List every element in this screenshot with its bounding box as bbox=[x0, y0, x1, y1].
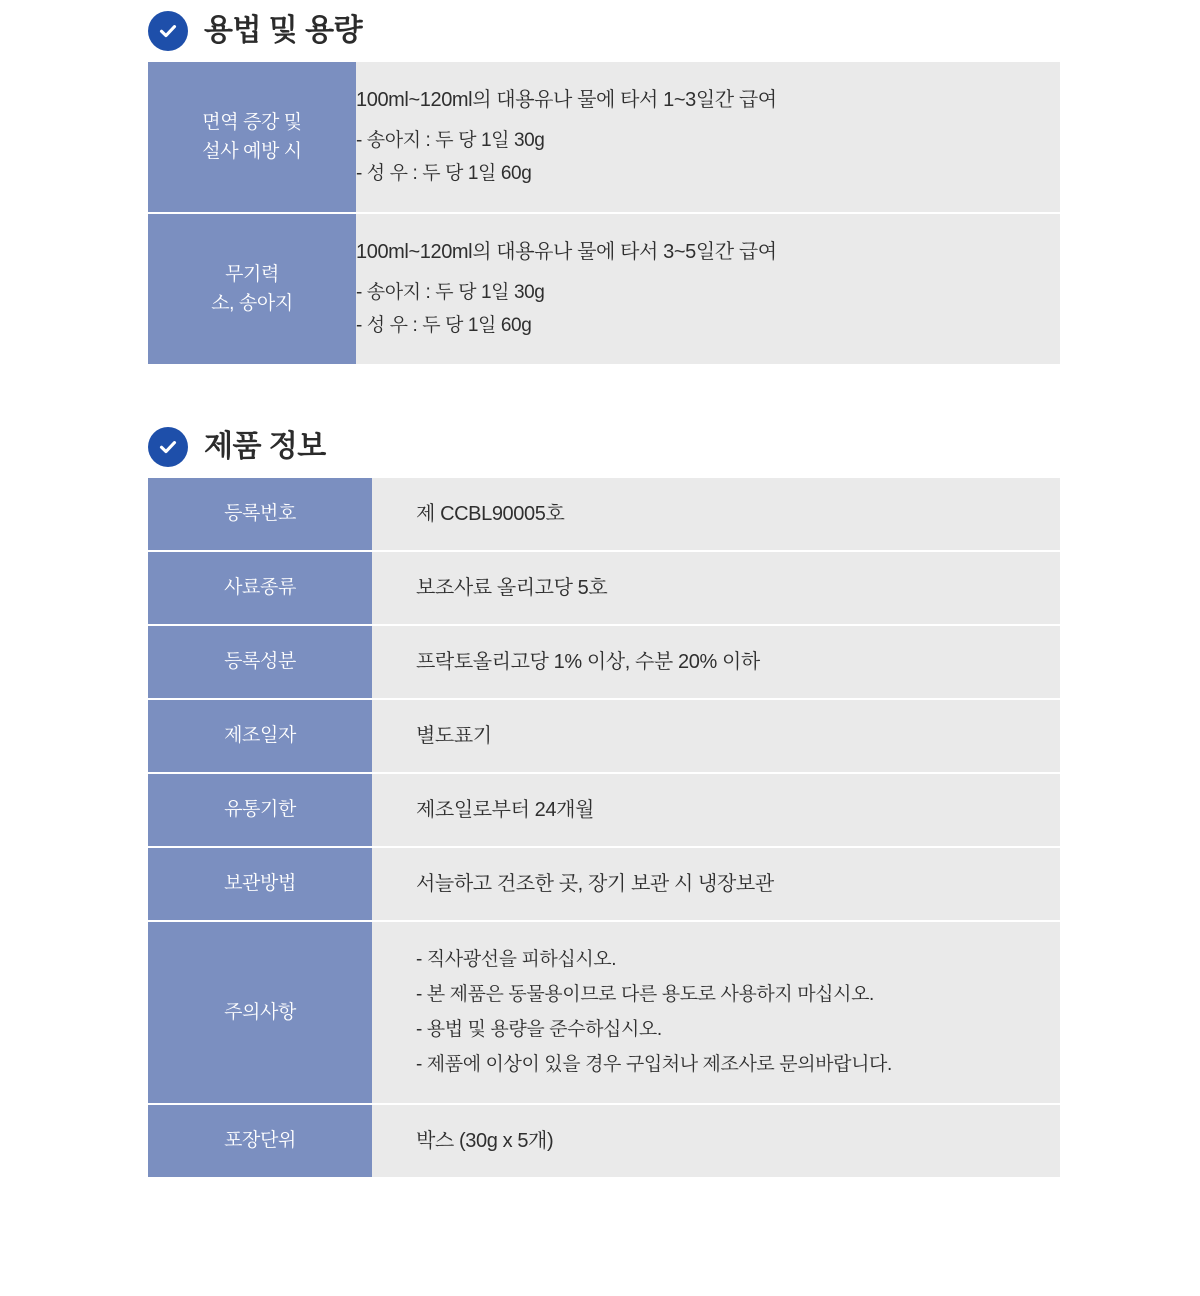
row-value-manufacture-date: 별도표기 bbox=[372, 699, 1060, 773]
row-value-package-unit: 박스 (30g x 5개) bbox=[372, 1104, 1060, 1177]
row-value-lethargy bbox=[356, 213, 1060, 364]
section-header-product-info bbox=[0, 416, 1200, 478]
table-row bbox=[148, 921, 1060, 1104]
precaution-line: - 본 제품은 동물용이므로 다른 용도로 사용하지 마십시오. bbox=[416, 984, 874, 1006]
table-row bbox=[148, 551, 1060, 625]
row-label-line: 설사 예방 시 bbox=[202, 141, 302, 162]
row-value-registration-number: 제 CCBL90005호 bbox=[372, 478, 1060, 551]
row-label-storage: 보관방법 bbox=[148, 847, 372, 921]
table-row bbox=[148, 62, 1060, 213]
table-row bbox=[148, 773, 1060, 847]
precaution-line: - 용법 및 용량을 준수하십시오. bbox=[416, 1019, 662, 1041]
page-title: 제품 정보 bbox=[204, 430, 326, 463]
table-row bbox=[148, 1104, 1060, 1177]
table-row bbox=[148, 847, 1060, 921]
row-value-ingredients: 프락토올리고당 1% 이상, 수분 20% 이하 bbox=[372, 625, 1060, 699]
table-row bbox=[148, 213, 1060, 364]
dosage-lead: 100ml~120ml의 대용유나 물에 타서 1~3일간 급여 bbox=[356, 88, 777, 111]
row-label-line: 소, 송아지 bbox=[211, 293, 293, 314]
section-spacer bbox=[0, 364, 1200, 416]
row-value-storage: 서늘하고 건조한 곳, 장기 보관 시 냉장보관 bbox=[372, 847, 1060, 921]
table-row bbox=[148, 625, 1060, 699]
row-label-precautions: 주의사항 bbox=[148, 921, 372, 1104]
row-label-feed-type: 사료종류 bbox=[148, 551, 372, 625]
row-label-expiry: 유통기한 bbox=[148, 773, 372, 847]
row-value-feed-type: 보조사료 올리고당 5호 bbox=[372, 551, 1060, 625]
section-header-dosage bbox=[0, 0, 1200, 62]
row-label-immunity bbox=[148, 62, 356, 213]
product-info-table bbox=[148, 478, 1060, 1177]
dosage-table bbox=[148, 62, 1060, 364]
row-label-manufacture-date: 제조일자 bbox=[148, 699, 372, 773]
table-row bbox=[148, 478, 1060, 551]
row-label-ingredients: 등록성분 bbox=[148, 625, 372, 699]
precaution-line: - 직사광선을 피하십시오. bbox=[416, 949, 617, 970]
row-value-immunity bbox=[356, 62, 1060, 213]
row-value-precautions bbox=[372, 921, 1060, 1104]
dosage-sub-line: - 송아지 : 두 당 1일 30g bbox=[356, 281, 545, 303]
dosage-sub-line: - 성 우 : 두 당 1일 60g bbox=[356, 315, 532, 336]
row-label-line: 면역 증강 및 bbox=[202, 111, 302, 133]
page-title: 용법 및 용량 bbox=[204, 14, 363, 47]
dosage-sub-line: - 송아지 : 두 당 1일 30g bbox=[356, 129, 545, 151]
check-circle-icon bbox=[148, 11, 188, 51]
table-row bbox=[148, 699, 1060, 773]
check-circle-icon bbox=[148, 427, 188, 467]
precaution-line: - 제품에 이상이 있을 경우 구입처나 제조사로 문의바랍니다. bbox=[416, 1054, 892, 1076]
row-label-lethargy bbox=[148, 213, 356, 364]
row-label-package-unit: 포장단위 bbox=[148, 1104, 372, 1177]
row-value-expiry: 제조일로부터 24개월 bbox=[372, 773, 1060, 847]
dosage-lead: 100ml~120ml의 대용유나 물에 타서 3~5일간 급여 bbox=[356, 240, 777, 263]
row-label-registration-number: 등록번호 bbox=[148, 478, 372, 551]
row-label-line: 무기력 bbox=[225, 263, 279, 285]
dosage-sub-line: - 성 우 : 두 당 1일 60g bbox=[356, 163, 532, 184]
